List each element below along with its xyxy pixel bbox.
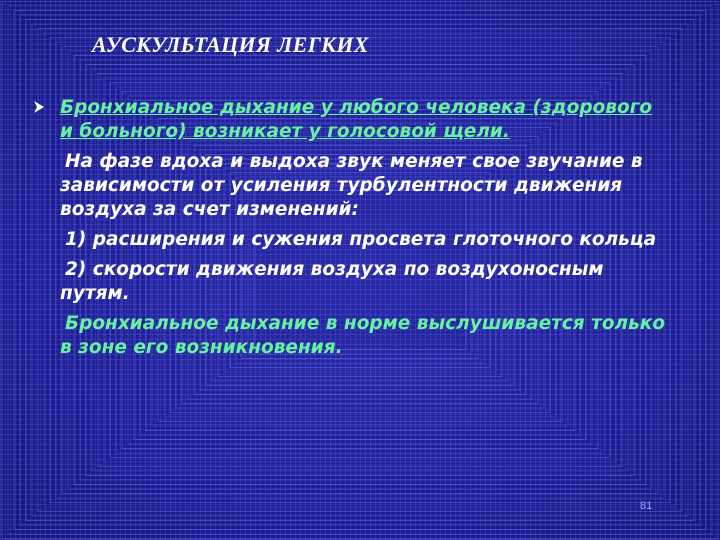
paragraph-item-1: 1) расширения и сужения просвета глоточного кольца <box>65 229 657 250</box>
bullet-item <box>30 96 670 144</box>
closing-paragraph: Бронхиальное дыхание в норме выслушивается только в зоне его возникновения. <box>60 313 666 358</box>
paragraph-phases: На фазе вдоха и выдоха звук меняет свое звучание в зависимости от усиления турбулентности движения воздуха за счет изменений: <box>60 151 643 220</box>
slide-title: АУСКУЛЬТАЦИЯ ЛЕГКИХ <box>92 32 369 57</box>
slide-body <box>30 96 670 360</box>
paragraph-item-2: 2) скорости движения воздуха по воздухоносным путям. <box>60 259 604 304</box>
page-number: 81 <box>640 500 653 512</box>
bullet-text: Бронхиальное дыхание у любого человека (здорового и больного) возникает у голосовой щели. <box>60 97 653 142</box>
arrow-bullet-icon <box>32 100 46 114</box>
